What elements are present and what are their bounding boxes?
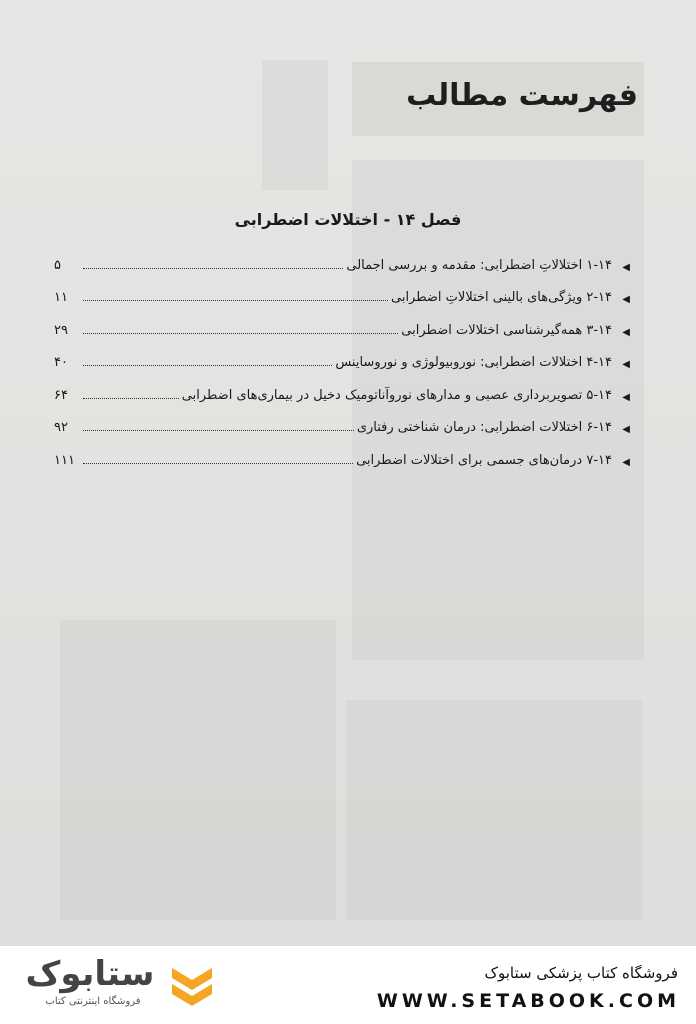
store-name: فروشگاه کتاب پزشکی ستابوک: [484, 964, 678, 982]
toc-page-number: ۱۱: [54, 290, 68, 305]
toc-entry-title: ۷-۱۴ درمان‌های جسمی برای اختلالات اضطرابی: [356, 452, 612, 468]
leader-dots: [83, 365, 332, 366]
toc-page-number: ۴۰: [54, 355, 68, 370]
bullet-arrow-icon: ◀: [622, 424, 630, 435]
brand-logo-text: ستابوک: [25, 954, 155, 994]
brand-tagline: فروشگاه اینترنتی کتاب: [45, 996, 141, 1007]
chapter-heading: فصل ۱۴ - اختلالات اضطرابی: [234, 210, 462, 229]
toc-entry[interactable]: [54, 244, 630, 277]
toc-page-number: ۵: [54, 257, 61, 273]
toc-entry-title: ۲-۱۴ ویژگی‌های بالینی اختلالاتِ اضطرابی: [390, 290, 612, 305]
toc-page-number: ۱۱۱: [54, 452, 75, 468]
leader-dots: [83, 333, 398, 334]
bullet-arrow-icon: ◀: [622, 326, 630, 338]
toc-entry-title: ۶-۱۴ اختلالات اضطرابی: درمان شناختی رفتاری: [356, 420, 612, 435]
toc-page-number: ۶۴: [54, 387, 68, 403]
bleed-through-text-bottom-right: [346, 700, 642, 920]
toc-entry[interactable]: [54, 439, 630, 472]
bleed-through-text-top-left: [262, 60, 328, 190]
bullet-arrow-icon: ◀: [622, 294, 630, 305]
leader-dots: [83, 300, 388, 301]
toc-entry[interactable]: [54, 374, 630, 407]
toc-entry[interactable]: [54, 309, 630, 342]
store-footer: [0, 946, 696, 1024]
bullet-arrow-icon: ◀: [622, 261, 630, 273]
toc-entry[interactable]: [54, 277, 630, 310]
toc-entry[interactable]: [54, 407, 630, 440]
leader-dots: [83, 268, 343, 269]
toc-entry-title: ۳-۱۴ همه‌گیرشناسی اختلالات اضطرابی: [401, 322, 612, 338]
toc-page-number: ۲۹: [54, 322, 68, 338]
page-title: فهرست مطالب: [406, 78, 638, 113]
bleed-through-text-bottom: [60, 620, 336, 920]
bullet-arrow-icon: ◀: [622, 456, 630, 468]
leader-dots: [83, 463, 353, 464]
bullet-arrow-icon: ◀: [622, 359, 630, 370]
toc-entry-title: ۴-۱۴ اختلالات اضطرابی: نوروبیولوژی و نوروساینس: [335, 355, 612, 370]
leader-dots: [83, 398, 179, 399]
toc-entry[interactable]: [54, 342, 630, 375]
toc-entry-title: ۱-۱۴ اختلالاتِ اضطرابی: مقدمه و بررسی اجمالی: [346, 257, 612, 273]
store-url[interactable]: WWW.SETABOOK.COM: [376, 990, 680, 1012]
book-logo-icon: [168, 958, 216, 1010]
table-of-contents: [54, 244, 630, 472]
toc-entry-title: ۵-۱۴ تصویربرداری عصبی و مدارهای نوروآناتومیک دخیل در بیماری‌های اضطرابی: [181, 387, 612, 403]
bullet-arrow-icon: ◀: [622, 391, 630, 403]
toc-page-number: ۹۲: [54, 420, 68, 435]
leader-dots: [83, 430, 354, 431]
